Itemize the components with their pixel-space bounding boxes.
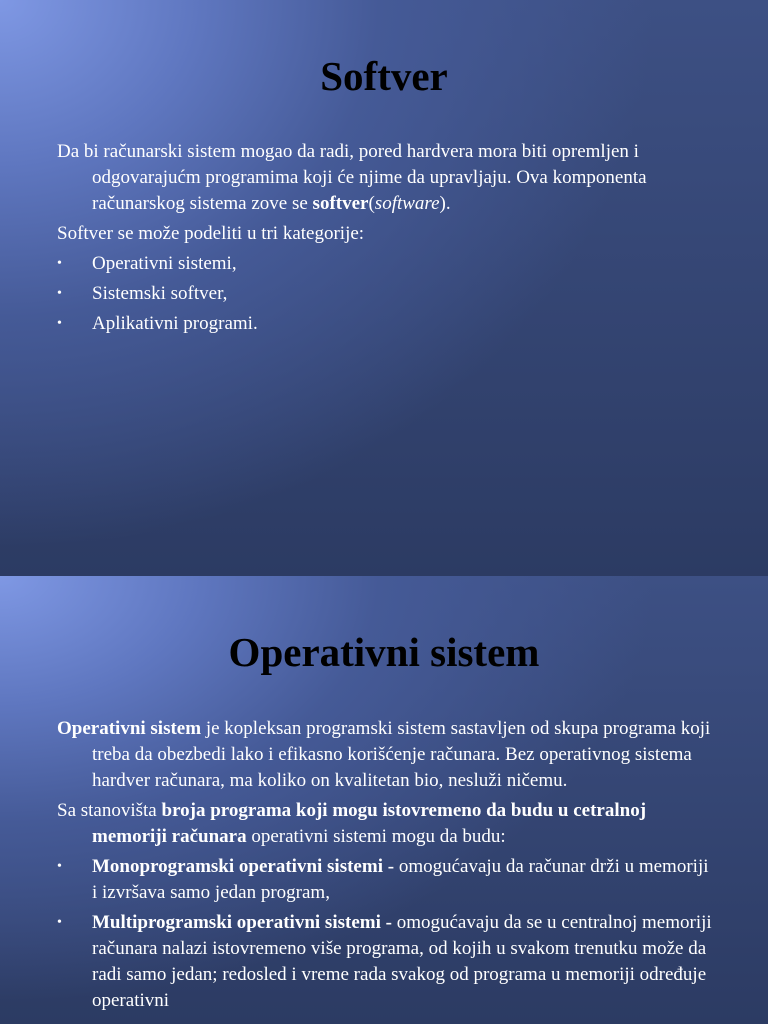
slide-operativni-sistem xyxy=(0,576,768,1024)
slide-body xyxy=(57,139,717,341)
categories-intro: Softver se može podeliti u tri kategorije: xyxy=(57,223,365,244)
paren-close: ). xyxy=(439,193,451,214)
term-softver: softver xyxy=(312,193,369,214)
os-type-description: omogućavaju da računar drži u memoriji i izvršava samo jedan program, xyxy=(92,856,709,903)
bullet-icon: • xyxy=(57,915,62,930)
definition-text: je kopleksan programski sistem sastavljen od skupa programa koji treba da obezbedi lako i efikasno korišćenje računara. Bez operativnog sistema hardver računara, ma koliko on kvalitetan bio, nesluži ničemu. xyxy=(92,718,711,791)
slide-title: Operativni sistem xyxy=(228,629,540,675)
list-item-text: Sistemski softver, xyxy=(92,283,228,304)
list-item xyxy=(57,311,717,337)
list-item xyxy=(57,251,717,277)
bullet-icon: • xyxy=(57,859,62,874)
os-type-list xyxy=(57,854,717,1014)
slide-title: Softver xyxy=(320,53,448,99)
classification-paragraph xyxy=(57,798,717,850)
classification-criterion: broja programa koji mogu istovremeno da budu u cetralnoj memoriji računara xyxy=(92,800,647,847)
os-type-description: omogućavaju da se u centralnoj memoriji računara nalazi istovremeno više programa, od kojih u svakom trenutku može da radi samo jedan; redosled i vreme rada svakog od programa u memoriji određuje operativni xyxy=(92,912,712,1011)
classification-text-start: Sa stanovišta xyxy=(57,800,162,821)
intro-paragraph xyxy=(57,139,717,217)
bullet-icon: • xyxy=(57,256,62,271)
paren-open: ( xyxy=(368,193,375,214)
term-operativni-sistem: Operativni sistem xyxy=(57,718,202,739)
slide-body xyxy=(57,716,717,1018)
bullet-icon: • xyxy=(57,286,62,301)
list-item xyxy=(57,854,717,906)
classification-text-end: operativni sistemi mogu da budu: xyxy=(246,826,506,847)
list-item-text: Aplikativni programi. xyxy=(92,313,258,334)
list-item xyxy=(57,281,717,307)
list-item-text: Operativni sistemi, xyxy=(92,253,237,274)
term-software: software xyxy=(374,193,440,214)
intro-text: Da bi računarski sistem mogao da radi, pored hardvera mora biti opremljen i odgovarajućm programima koji će njime da upravljaju. Ova komponenta računarskog sistema zove se xyxy=(57,141,647,214)
category-list xyxy=(57,251,717,337)
definition-paragraph xyxy=(57,716,717,794)
os-type-term: Monoprogramski operativni sistemi - xyxy=(92,856,395,877)
bullet-icon: • xyxy=(57,316,62,331)
os-type-term: Multiprogramski operativni sistemi - xyxy=(92,912,392,933)
list-item xyxy=(57,910,717,1014)
